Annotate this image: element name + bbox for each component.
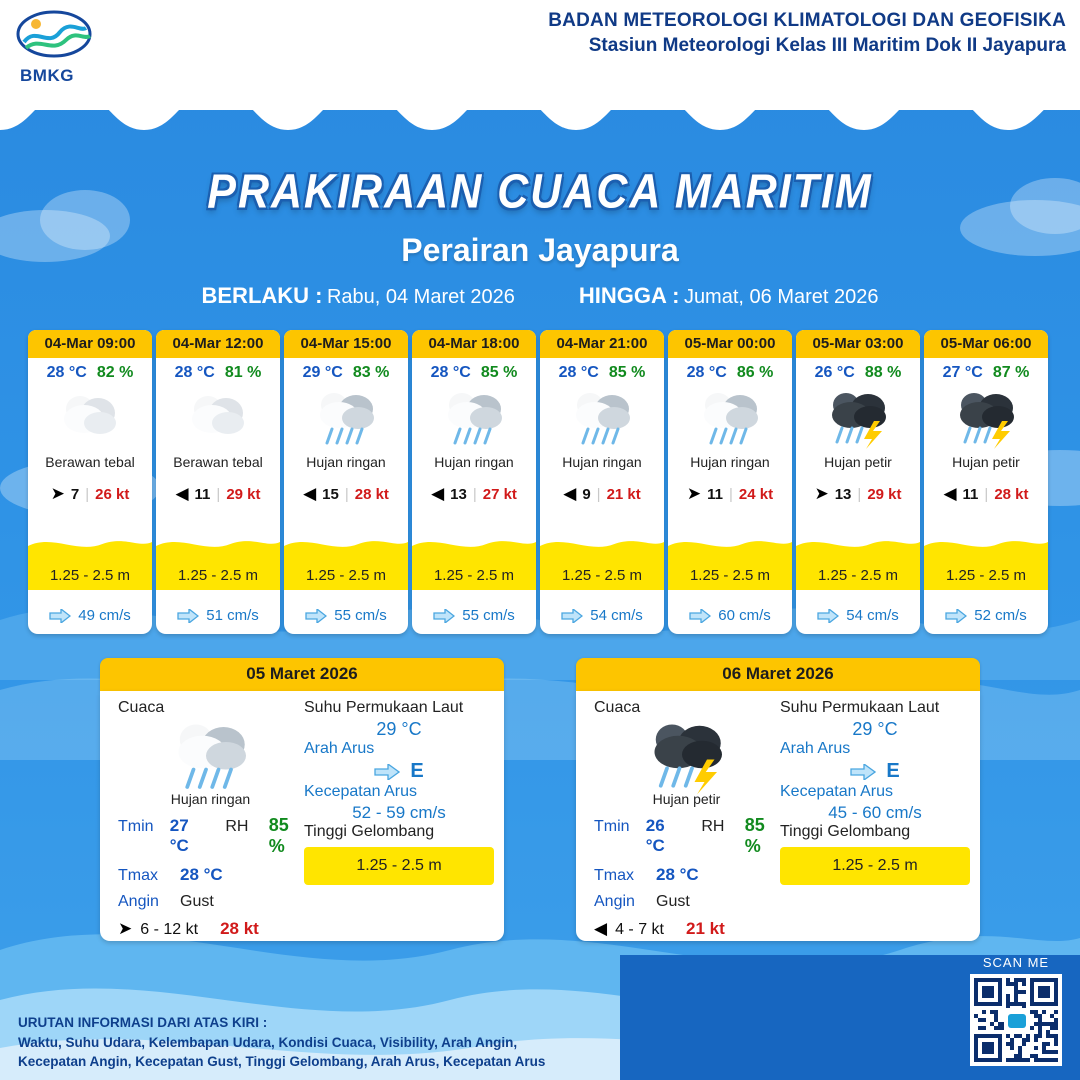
forecast-temp-rh (412, 358, 536, 382)
current-speed: 49 cm/s (78, 607, 131, 624)
forecast-card (540, 330, 664, 634)
divider: | (729, 485, 733, 503)
forecast-card (28, 330, 152, 634)
wind-gust: 26 kt (95, 485, 130, 503)
forecast-weather-icon (668, 382, 792, 454)
weather-icon-thunderstorm (822, 387, 894, 449)
daily-weather-icon (594, 717, 779, 795)
angin-label: Angin (118, 893, 159, 910)
forecast-time: 05-Mar 03:00 (796, 330, 920, 358)
weather-icon-cloudy-thick (182, 387, 254, 449)
forecast-wind (284, 484, 408, 504)
forecast-current (284, 607, 408, 624)
forecast-card (412, 330, 536, 634)
wind-gust: 28 kt (994, 485, 1029, 503)
forecast-wind (796, 484, 920, 504)
forecast-condition: Hujan ringan (562, 454, 642, 470)
forecast-temp-rh (796, 358, 920, 382)
forecast-weather-icon (924, 382, 1048, 454)
wave-height: 1.25 - 2.5 m (945, 567, 1027, 584)
wind-speed: 11 (962, 485, 979, 503)
current-speed: 54 cm/s (590, 607, 643, 624)
forecast-card (796, 330, 920, 634)
forecast-temperature: 28 °C (430, 364, 471, 381)
forecast-time: 04-Mar 21:00 (540, 330, 664, 358)
forecast-temperature: 28 °C (174, 364, 215, 381)
daily-date: 05 Maret 2026 (100, 658, 504, 691)
forecast-card (924, 330, 1048, 634)
forecast-weather-icon (412, 382, 536, 454)
wind-gust: 29 kt (226, 485, 261, 503)
forecast-temperature: 28 °C (558, 364, 599, 381)
forecast-condition: Berawan tebal (173, 454, 263, 470)
forecast-wind (540, 484, 664, 504)
wind-direction-arrow-icon: ◀ (563, 484, 577, 503)
daily-wave-box (304, 847, 494, 885)
current-speed: 60 cm/s (718, 607, 771, 624)
daily-panel-list (0, 658, 1080, 941)
wind-gust: 21 kt (606, 485, 641, 503)
tmax-label: Tmax (118, 867, 158, 884)
forecast-temp-rh (284, 358, 408, 382)
tmin-value: 27 °C (169, 816, 189, 855)
wind-direction-arrow-icon: ◀ (943, 484, 957, 503)
sst-value: 29 °C (852, 719, 898, 739)
forecast-humidity: 81 % (224, 364, 262, 381)
forecast-time: 04-Mar 09:00 (28, 330, 152, 358)
current-arrow-icon (817, 609, 839, 623)
forecast-condition: Berawan tebal (45, 454, 135, 470)
wind-speed-range: 6 - 12 kt (140, 921, 199, 938)
current-arrow-icon (374, 764, 400, 780)
wind-gust: 29 kt (867, 485, 902, 503)
daily-wave-box (780, 847, 970, 885)
daily-condition: Hujan ringan (170, 791, 251, 807)
current-arrow-icon (433, 609, 455, 623)
forecast-weather-icon (540, 382, 664, 454)
current-arrow-icon (945, 609, 967, 623)
wind-direction-arrow-icon: ➤ (686, 484, 702, 503)
wind-direction-arrow-icon: ➤ (118, 919, 133, 938)
sst-label: Suhu Permukaan Laut (304, 699, 464, 716)
current-direction-label: Arah Arus (780, 740, 851, 757)
wave-height: 1.25 - 2.5 m (49, 567, 131, 584)
forecast-condition: Hujan ringan (690, 454, 770, 470)
forecast-condition: Hujan petir (952, 454, 1020, 470)
wind-direction-arrow-icon: ◀ (175, 484, 189, 503)
forecast-card (284, 330, 408, 634)
wind-gust: 28 kt (354, 485, 389, 503)
forecast-current (540, 607, 664, 624)
current-arrow-icon (850, 764, 876, 780)
forecast-time: 05-Mar 06:00 (924, 330, 1048, 358)
forecast-temperature: 27 °C (942, 364, 983, 381)
forecast-temp-rh (668, 358, 792, 382)
current-speed: 51 cm/s (206, 607, 259, 624)
weather-icon-thunderstorm (950, 387, 1022, 449)
current-speed-label: Kecepatan Arus (304, 783, 417, 800)
divider: | (216, 485, 221, 503)
current-direction-label: Arah Arus (304, 740, 375, 757)
current-arrow-icon (305, 609, 327, 623)
forecast-humidity: 83 % (352, 364, 390, 381)
wave-height-label: Tinggi Gelombang (304, 823, 435, 840)
divider: | (596, 485, 601, 503)
sst-value: 29 °C (376, 719, 422, 739)
current-speed: 54 cm/s (846, 607, 899, 624)
forecast-humidity: 85 % (608, 364, 646, 381)
weather-icon-thunderstorm (642, 717, 732, 795)
forecast-wind (412, 484, 536, 504)
header-line-1: BADAN METEOROLOGI KLIMATOLOGI DAN GEOFISIKA (548, 10, 1066, 31)
current-direction-value: E (410, 760, 424, 782)
wind-gust: 24 kt (738, 485, 774, 503)
wind-speed: 13 (450, 485, 467, 503)
forecast-temp-rh (156, 358, 280, 382)
forecast-wind (156, 484, 280, 504)
scan-me-block[interactable] (970, 955, 1062, 1066)
current-speed-value: 45 - 60 cm/s (828, 803, 922, 822)
wave-height: 1.25 - 2.5 m (561, 567, 643, 584)
forecast-temperature: 28 °C (686, 364, 727, 381)
current-arrow-icon (561, 609, 583, 623)
forecast-condition: Hujan petir (824, 454, 892, 470)
tmax-label: Tmax (594, 867, 634, 884)
wind-speed: 11 (707, 485, 723, 503)
forecast-condition: Hujan ringan (434, 454, 514, 470)
header-titles (548, 10, 1066, 57)
weather-icon-light-rain (694, 387, 766, 449)
sst-label: Suhu Permukaan Laut (780, 699, 940, 716)
weather-icon-light-rain (566, 387, 638, 449)
footer-line-3: Kecepatan Angin, Kecepatan Gust, Tinggi Gelombang, Arah Arus, Kecepatan Arus (18, 1054, 546, 1070)
current-arrow-icon (49, 609, 71, 623)
scan-me-label: SCAN ME (982, 955, 1050, 970)
wind-speed: 15 (322, 485, 339, 503)
footer-line-1: URUTAN INFORMASI DARI ATAS KIRI : (18, 1015, 268, 1031)
footer-line-2: Waktu, Suhu Udara, Kelembapan Udara, Kondisi Cuaca, Visibility, Arah Angin, (18, 1034, 518, 1050)
forecast-condition: Hujan ringan (306, 454, 386, 470)
forecast-humidity: 86 % (736, 364, 774, 381)
divider: | (344, 485, 349, 503)
daily-wave-value: 1.25 - 2.5 m (356, 857, 442, 874)
forecast-temperature: 26 °C (814, 364, 855, 381)
forecast-current (924, 607, 1048, 624)
wave-height-label: Tinggi Gelombang (780, 823, 911, 840)
footer-legend (18, 1013, 545, 1072)
valid-label: BERLAKU : (201, 283, 323, 308)
rh-value: 85 % (268, 815, 289, 856)
validity-row (0, 283, 1080, 309)
wind-speed-range: 4 - 7 kt (615, 921, 664, 938)
until-value: Jumat, 06 Maret 2026 (683, 286, 879, 308)
weather-icon-light-rain (438, 387, 510, 449)
forecast-current (28, 607, 152, 624)
wind-speed: 9 (582, 485, 591, 503)
forecast-card (156, 330, 280, 634)
forecast-temperature: 29 °C (302, 364, 343, 381)
daily-condition: Hujan petir (652, 791, 721, 807)
forecast-current (796, 607, 920, 624)
forecast-humidity: 85 % (480, 364, 518, 381)
header-line-2: Stasiun Meteorologi Kelas III Maritim Dok II Jayapura (588, 35, 1066, 56)
current-speed: 52 cm/s (974, 607, 1027, 624)
tmax-value: 28 °C (656, 865, 699, 884)
page-subtitle: Perairan Jayapura (401, 232, 679, 268)
wave-height: 1.25 - 2.5 m (817, 567, 899, 584)
rh-label: RH (701, 818, 725, 835)
forecast-humidity: 82 % (96, 364, 134, 381)
tmin-value: 26 °C (645, 816, 665, 855)
scallop-divider (0, 72, 1080, 162)
page-title: PRAKIRAAN CUACA MARITIM (207, 165, 873, 219)
forecast-current (156, 607, 280, 624)
forecast-time: 04-Mar 15:00 (284, 330, 408, 358)
forecast-weather-icon (796, 382, 920, 454)
wind-speed: 7 (70, 485, 80, 503)
daily-cuaca-label: Cuaca (118, 699, 165, 716)
daily-wave-value: 1.25 - 2.5 m (832, 857, 918, 874)
forecast-humidity: 88 % (864, 364, 902, 381)
gust-label: Gust (656, 893, 690, 910)
forecast-current (668, 607, 792, 624)
current-speed: 55 cm/s (462, 607, 515, 624)
rh-value: 85 % (744, 815, 765, 856)
current-speed-label: Kecepatan Arus (780, 783, 893, 800)
forecast-time: 05-Mar 00:00 (668, 330, 792, 358)
wind-speed: 11 (194, 485, 211, 503)
daily-forecast-panel (100, 658, 504, 941)
forecast-card (668, 330, 792, 634)
forecast-temp-rh (924, 358, 1048, 382)
gust-value: 28 kt (220, 919, 259, 938)
forecast-weather-icon (284, 382, 408, 454)
gust-value: 21 kt (685, 919, 725, 938)
weather-icon-light-rain (310, 387, 382, 449)
angin-label: Angin (594, 893, 635, 910)
daily-forecast-panel (576, 658, 980, 941)
forecast-humidity: 87 % (992, 364, 1030, 381)
wind-direction-arrow-icon: ◀ (431, 484, 445, 503)
current-arrow-icon (177, 609, 199, 623)
divider: | (85, 485, 90, 503)
divider: | (472, 485, 477, 503)
qr-code[interactable] (970, 974, 1062, 1066)
weather-icon-cloudy-thick (54, 387, 126, 449)
divider: | (984, 485, 989, 503)
wave-height: 1.25 - 2.5 m (689, 567, 771, 584)
until-label: HINGGA : (578, 283, 680, 308)
bmkg-logo (14, 8, 100, 86)
wave-height: 1.25 - 2.5 m (305, 567, 387, 584)
forecast-temperature: 28 °C (46, 364, 87, 381)
forecast-weather-icon (156, 382, 280, 454)
current-speed-value: 52 - 59 cm/s (352, 803, 446, 822)
forecast-wind (28, 484, 152, 504)
daily-cuaca-label: Cuaca (594, 699, 641, 716)
forecast-time: 04-Mar 12:00 (156, 330, 280, 358)
tmin-label: Tmin (118, 818, 154, 835)
rh-label: RH (225, 818, 249, 835)
wind-gust: 27 kt (482, 485, 517, 503)
wind-direction-arrow-icon: ➤ (814, 484, 829, 503)
gust-label: Gust (180, 893, 214, 910)
forecast-time: 04-Mar 18:00 (412, 330, 536, 358)
tmax-value: 28 °C (180, 865, 223, 884)
logo-text: BMKG (20, 66, 74, 85)
wave-height: 1.25 - 2.5 m (177, 567, 259, 584)
divider: | (857, 485, 862, 503)
weather-icon-light-rain (166, 717, 256, 795)
forecast-wind (924, 484, 1048, 504)
forecast-wind (668, 484, 792, 504)
valid-value: Rabu, 04 Maret 2026 (326, 286, 515, 308)
tmin-label: Tmin (594, 818, 630, 835)
daily-weather-icon (118, 717, 303, 795)
daily-date: 06 Maret 2026 (576, 658, 980, 691)
wind-direction-arrow-icon: ➤ (50, 484, 65, 503)
wind-direction-arrow-icon: ◀ (594, 919, 608, 938)
current-direction-value: E (886, 760, 900, 782)
current-speed: 55 cm/s (334, 607, 387, 624)
current-arrow-icon (689, 609, 711, 623)
forecast-temp-rh (540, 358, 664, 382)
wave-height: 1.25 - 2.5 m (433, 567, 515, 584)
forecast-current (412, 607, 536, 624)
wind-speed: 13 (834, 485, 852, 503)
wind-direction-arrow-icon: ◀ (303, 484, 317, 503)
forecast-card-list (28, 330, 1058, 634)
forecast-weather-icon (28, 382, 152, 454)
forecast-temp-rh (28, 358, 152, 382)
